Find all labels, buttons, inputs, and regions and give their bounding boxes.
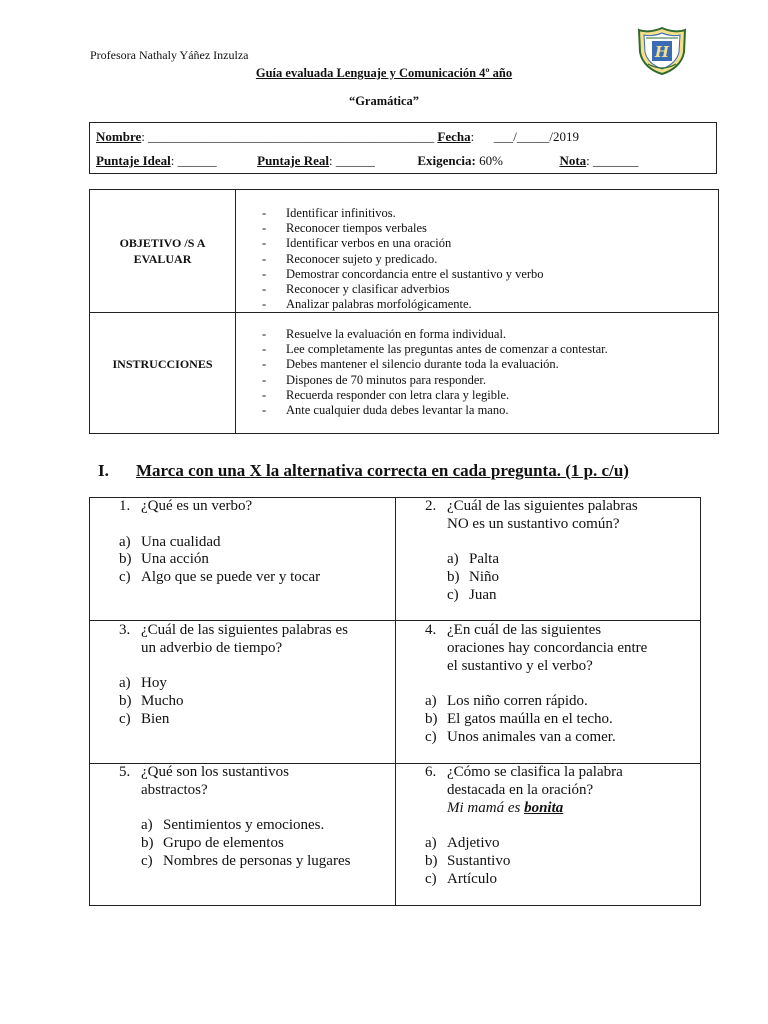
question-number: 1. [119, 498, 131, 514]
objectives-heading: OBJETIVO /S A EVALUAR [119, 236, 206, 266]
option-letter: a) [119, 675, 131, 692]
option-letter: c) [425, 870, 437, 887]
option-text: Hoy [141, 675, 167, 692]
option-text: Niño [469, 569, 499, 586]
objectives-table [89, 189, 719, 434]
option-letter: c) [425, 728, 437, 745]
option-text: Adjetivo [447, 835, 500, 852]
question-stem: ¿Cómo se clasifica la palabra [447, 764, 623, 780]
option-text: El gatos maúlla en el techo. [447, 710, 613, 727]
question-stem: oraciones hay concordancia entre [447, 639, 648, 656]
option-text: Los niño corren rápido. [447, 693, 588, 710]
option-letter: a) [447, 551, 459, 568]
answer-option[interactable] [119, 675, 389, 693]
question-stem: destacada en la oración? [447, 781, 594, 798]
option-text: Sustantivo [447, 852, 511, 869]
answer-option[interactable] [425, 711, 695, 729]
answer-option[interactable] [425, 835, 695, 853]
nota-label: Nota [559, 153, 587, 168]
option-letter: a) [425, 693, 437, 710]
question-stem: un adverbio de tiempo? [141, 639, 283, 656]
list-item: - Analizar palabras morfológicamente. [262, 297, 544, 312]
list-item: - Resuelve la evaluación en forma individual. [262, 327, 608, 342]
example-sentence: Mi mamá es bonita [447, 799, 564, 816]
teacher-name: Profesora Nathaly Yáñez Inzulza [90, 48, 249, 62]
list-item: - Ante cualquier duda debes levantar la mano. [262, 403, 608, 418]
question-5 [119, 764, 389, 871]
list-item: - Identificar infinitivos. [262, 206, 544, 221]
nombre-label: Nombre [96, 129, 142, 144]
option-letter: c) [141, 852, 153, 869]
option-letter: c) [119, 569, 131, 586]
answer-option[interactable] [425, 729, 695, 747]
answer-option[interactable] [447, 587, 695, 605]
answer-option[interactable] [425, 693, 695, 711]
list-item: - Identificar verbos en una oración [262, 236, 544, 251]
option-letter: b) [425, 710, 438, 727]
list-item: - Reconocer sujeto y predicado. [262, 252, 544, 267]
list-item: - Dispones de 70 minutos para responder. [262, 373, 608, 388]
fecha-label: Fecha [437, 129, 471, 144]
puntaje-real-label: Puntaje Real [257, 153, 329, 168]
answer-option[interactable] [141, 817, 389, 835]
list-item: - Lee completamente las preguntas antes de comenzar a contestar. [262, 342, 608, 357]
answer-option[interactable] [447, 551, 695, 569]
answer-option[interactable] [119, 569, 389, 587]
list-item: - Reconocer tiempos verbales [262, 221, 544, 236]
question-6 [425, 764, 695, 889]
question-4 [425, 622, 695, 747]
exigencia-value: 60% [475, 153, 503, 168]
option-letter: c) [119, 710, 131, 727]
nombre-field[interactable]: : ____________________________________________ [141, 129, 438, 144]
student-info-box [89, 122, 717, 174]
option-letter: b) [141, 835, 154, 852]
question-number: 6. [425, 764, 437, 780]
document-title: Guía evaluada Lenguaje y Comunicación 4º año [255, 66, 513, 80]
option-text: Grupo de elementos [163, 835, 284, 852]
option-letter: a) [141, 817, 153, 834]
option-letter: b) [425, 852, 438, 869]
option-text: Artículo [447, 870, 497, 887]
option-text: Unos animales van a comer. [447, 728, 616, 745]
puntaje-ideal-field[interactable]: : ______ [170, 153, 217, 168]
grid-divider [90, 620, 700, 621]
option-letter: b) [119, 693, 132, 710]
list-item: - Recuerda responder con letra clara y legible. [262, 388, 608, 403]
option-text: Algo que se puede ver y tocar [141, 569, 321, 586]
question-3 [119, 622, 389, 729]
question-stem: ¿Qué es un verbo? [141, 498, 253, 514]
document-subtitle: “Gramática” [348, 94, 420, 108]
option-letter: b) [447, 569, 460, 586]
answer-option[interactable] [119, 693, 389, 711]
answer-option[interactable] [141, 853, 389, 871]
school-crest-logo [636, 26, 688, 76]
answer-option[interactable] [119, 711, 389, 729]
option-text: Palta [469, 551, 499, 568]
option-letter: c) [447, 586, 459, 603]
question-stem: ¿Cuál de las siguientes palabras es [141, 622, 349, 638]
answer-option[interactable] [425, 871, 695, 889]
question-stem: ¿Qué son los sustantivos [141, 764, 289, 780]
question-2 [425, 498, 695, 605]
option-text: Sentimientos y emociones. [163, 817, 325, 834]
question-stem: ¿Cuál de las siguientes palabras [447, 498, 638, 514]
puntaje-ideal-label: Puntaje Ideal [96, 153, 171, 168]
answer-option[interactable] [119, 551, 389, 569]
list-item: - Debes mantener el silencio durante toda la evaluación. [262, 357, 608, 372]
svg-text:H: H [654, 43, 670, 61]
question-number: 5. [119, 764, 131, 780]
instructions-list [262, 327, 608, 418]
option-letter: a) [425, 835, 437, 852]
option-text: Bien [141, 710, 170, 727]
question-stem: NO es un sustantivo común? [447, 515, 620, 532]
section-text: Marca con una X la alternativa correcta en cada pregunta. (1 p. c/u) [136, 461, 629, 480]
answer-option[interactable] [447, 569, 695, 587]
question-1 [119, 498, 389, 587]
question-stem: ¿En cuál de las siguientes [447, 622, 602, 638]
answer-option[interactable] [119, 534, 389, 552]
question-stem: el sustantivo y el verbo? [447, 657, 593, 674]
exigencia-label: Exigencia: [417, 153, 476, 168]
grid-divider [395, 498, 396, 905]
option-text: Juan [469, 586, 497, 603]
option-text: Nombres de personas y lugares [163, 852, 351, 869]
nota-field[interactable]: : _______ [586, 153, 639, 168]
objectives-list [262, 206, 544, 312]
option-text: Mucho [141, 693, 184, 710]
questions-grid [89, 497, 701, 906]
instructions-heading: INSTRUCCIONES [112, 357, 213, 371]
highlighted-word: bonita [524, 799, 564, 816]
puntaje-real-field[interactable]: : ______ [328, 153, 375, 168]
question-number: 2. [425, 498, 437, 514]
section-number: I. [98, 461, 109, 480]
option-letter: b) [119, 551, 132, 568]
option-text: Una cualidad [141, 533, 221, 550]
answer-option[interactable] [425, 853, 695, 871]
question-number: 3. [119, 622, 131, 638]
list-item: - Reconocer y clasificar adverbios [262, 282, 544, 297]
question-stem: abstractos? [141, 781, 208, 798]
question-number: 4. [425, 622, 437, 638]
section-title [98, 461, 629, 481]
option-text: Una acción [141, 551, 209, 568]
list-item: - Demostrar concordancia entre el sustantivo y verbo [262, 267, 544, 282]
option-letter: a) [119, 533, 131, 550]
fecha-field[interactable]: : ___/_____/2019 [470, 129, 579, 144]
answer-option[interactable] [141, 835, 389, 853]
